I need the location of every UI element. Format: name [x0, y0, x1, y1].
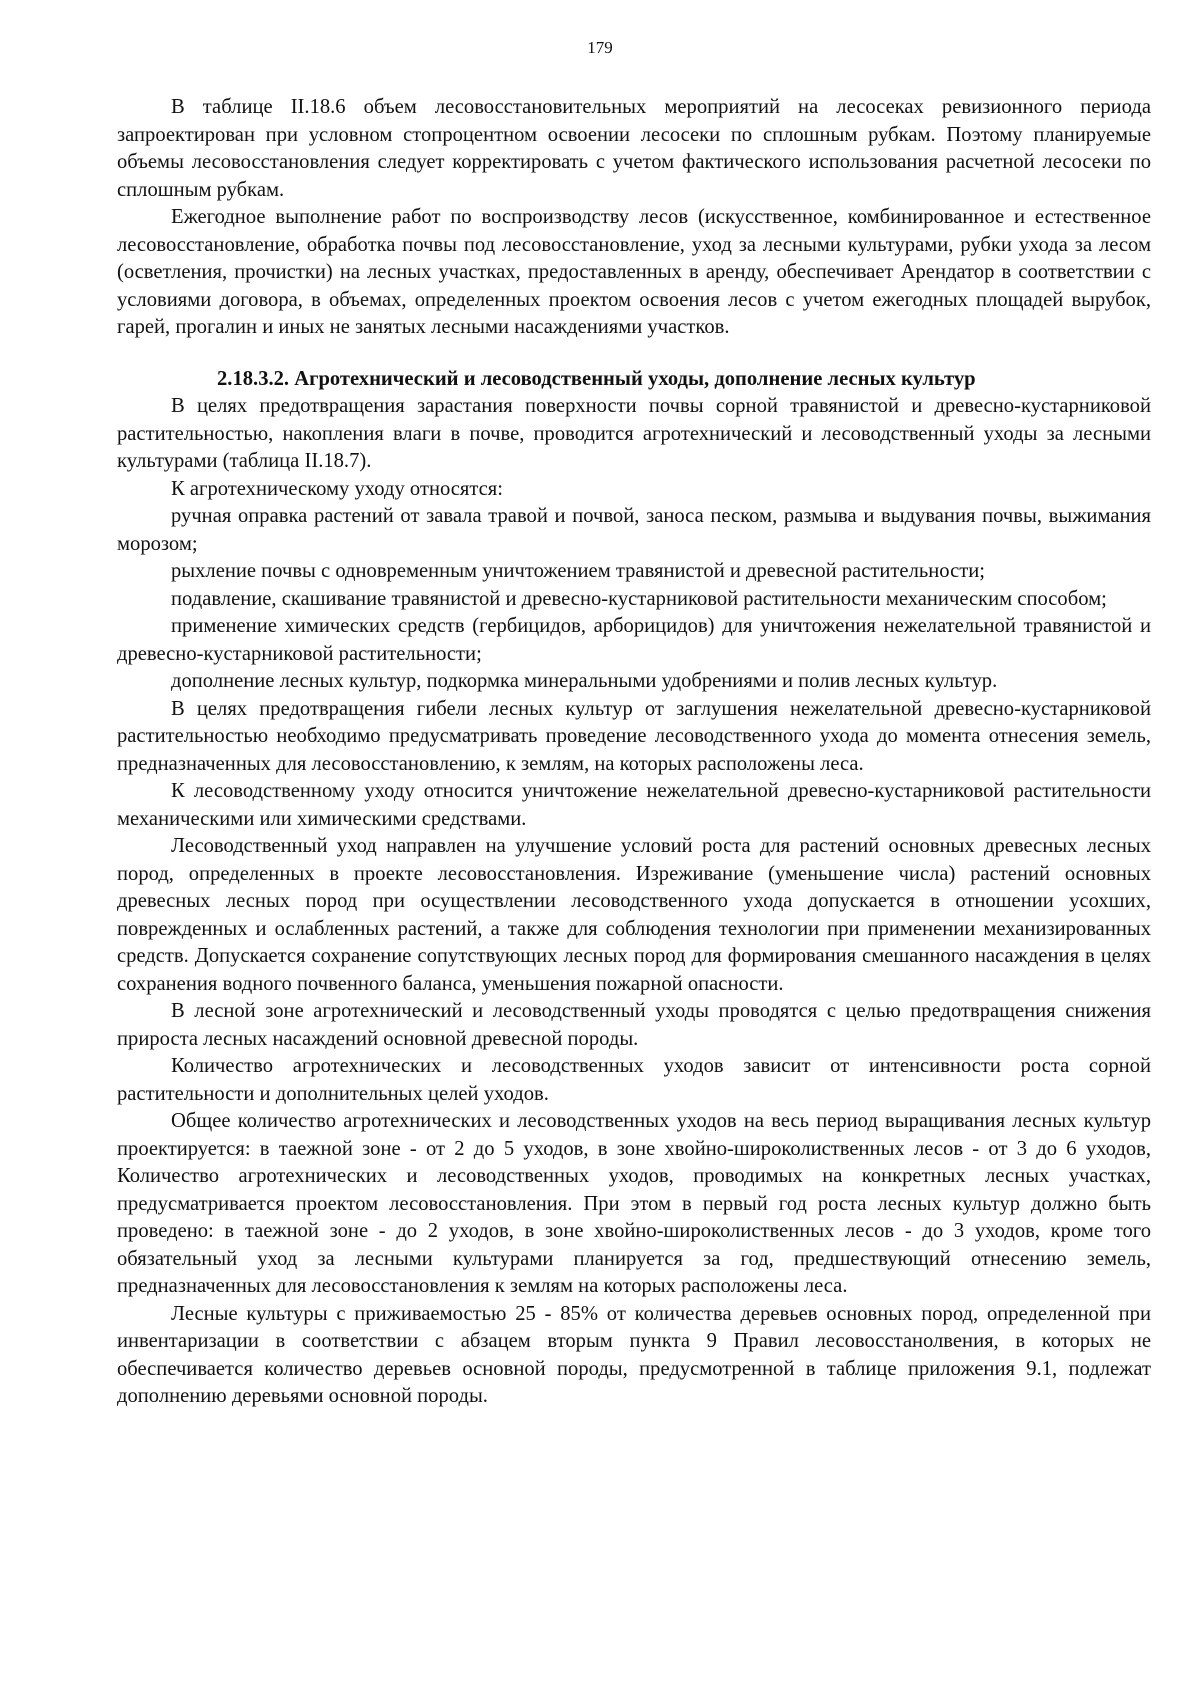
- section-paragraph-10: Лесоводственный уход направлен на улучшение условий роста для растений основных древесных лесных пород, определенных в проекте лесовосстановления. Изреживание (уменьшение числа) растений основных древесных лесных пород при осуществлении лесоводственного ухода допускается в отношении усохших, поврежденных и ослабленных растений, а также для соблюдения технологии при применении механизированных средств. Допускается сохранение сопутствующих лесных пород для формирования смешанного насаждения в целях сохранения водного почвенного баланса, уменьшения пожарной опасности.: [117, 835, 1151, 995]
- list-item-chemicals: применение химических средств (гербицидов, арборицидов) для уничтожения нежелательной травянистой и древесно-кустарниковой растительности;: [117, 615, 1151, 665]
- section-paragraph-8: В целях предотвращения гибели лесных культур от заглушения нежелательной древесно-кустарниковой растительностью необходимо предусматривать проведение лесоводственного ухода до момента отнесения земель, предназначенных для лесовосстановлению, к землям, на которых расположены леса.: [117, 697, 1151, 775]
- section-paragraph-9: К лесоводственному уходу относится уничтожение нежелательной древесно-кустарниковой растительности механическими или химическими средствами.: [117, 780, 1151, 830]
- section-paragraph-12: Количество агротехнических и лесоводственных уходов зависит от интенсивности роста сорной растительности и дополнительных целей уходов.: [117, 1055, 1151, 1105]
- list-item-soil-loosening: рыхление почвы с одновременным уничтожением травянистой и древесной растительности;: [171, 560, 985, 582]
- list-item-mowing: подавление, скашивание травянистой и древесно-кустарниковой растительности механическим способом;: [171, 587, 1107, 610]
- section-paragraph-11: В лесной зоне агротехнический и лесоводственный уходы проводятся с целью предотвращения снижения прироста лесных насаждений основной древесной породы.: [117, 1000, 1151, 1050]
- intro-paragraph-2: Ежегодное выполнение работ по воспроизводству лесов (искусственное, комбинированное и естественное лесовосстановление, обработка почвы под лесовосстановление, уход за лесными культурами, рубки ухода за лесом (осветления, прочистки) на лесных участках, предоставленных в аренду, обеспечивает Арендатор в соответствии с условиями договора, в объемах, определенных проектом освоения лесов с учетом ежегодных площадей вырубок, гарей, прогалин и иных не занятых лесными насаждениями участков.: [117, 206, 1151, 338]
- intro-paragraph-1: В таблице II.18.6 объем лесовосстановительных мероприятий на лесосеках ревизионного периода запроектирован при условном стопроцентном освоении лесосеки по сплошным рубкам. Поэтому планируемые объемы лесовосстановления следует корректировать с учетом фактического использования расчетной лесосеки по сплошным рубкам.: [117, 96, 1151, 201]
- page-number: 179: [587, 38, 613, 57]
- section-paragraph-1: В целях предотвращения зарастания поверхности почвы сорной травянистой и древесно-кустарниковой растительностью, накопления влаги в почве, проводится агротехнический и лесоводственный уходы за лесными культурами (таблица II.18.7).: [117, 395, 1151, 472]
- section-paragraph-13: Общее количество агротехнических и лесоводственных уходов на весь период выращивания лесных культур проектируется: в таежной зоне - от 2 до 5 уходов, в зоне хвойно-широколиственных лесов - от 3 до 6 уходов, Количество агротехнических и лесоводственных уходов, проводимых на конкретных лесных участках, предусматривается проектом лесовосстановления. При этом в первый год роста лесных культур должно быть проведено: в таежной зоне - до 2 уходов, в зоне хвойно-широколиственных лесов - до 3 уходов, кроме того обязательный уход за лесными культурами планируется за год, предшествующий отнесению земель, предназначенных для лесовосстановления к землям на которых расположены леса.: [117, 1110, 1151, 1297]
- section-paragraph-14: Лесные культуры с приживаемостью 25 - 85% от количества деревьев основных пород, определенной при инвентаризации в соответствии с абзацем вторым пункта 9 Правил лесовосстанолвения, в которых не обеспечивается количество деревьев основной породы, предусмотренной в таблице приложения 9.1, подлежат дополнению деревьями основной породы.: [117, 1302, 1151, 1407]
- section-heading: 2.18.3.2. Агротехнический и лесоводственный уходы, дополнение лесных культур: [217, 367, 976, 390]
- list-item-supplementing: дополнение лесных культур, подкормка минеральными удобрениями и полив лесных культур.: [171, 670, 998, 692]
- document-body: [117, 94, 1151, 1411]
- section-paragraph-2: К агротехническому уходу относятся:: [171, 477, 503, 500]
- list-item-manual-straightening: ручная оправка растений от завала травой и почвой, заноса песком, размыва и выдувания почвы, выжимания морозом;: [117, 505, 1151, 555]
